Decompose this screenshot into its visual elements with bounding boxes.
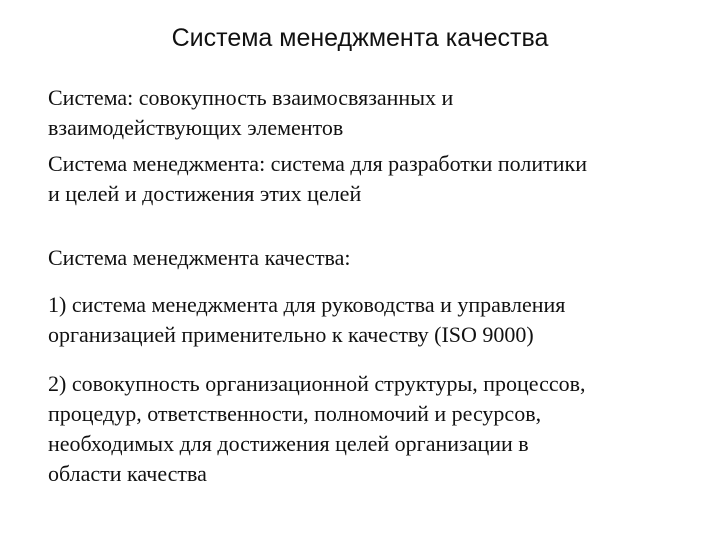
qms-definition-2 <box>48 369 708 489</box>
text-line: 1) система менеджмента для руководства и управления <box>48 292 566 317</box>
text-line: Система: совокупность взаимосвязанных и <box>48 85 454 110</box>
text-line: организацией применительно к качеству (ISO 9000) <box>48 322 534 347</box>
slide-title: Система менеджмента качества <box>171 24 549 52</box>
text-line: процедур, ответственности, полномочий и ресурсов, <box>48 401 542 426</box>
text-line: области качества <box>48 461 207 486</box>
definition-system <box>48 83 708 143</box>
text-line: Система менеджмента: система для разработки политики <box>48 151 587 176</box>
qms-heading <box>48 243 708 273</box>
qms-definition-1 <box>48 290 708 350</box>
text-line: взаимодействующих элементов <box>48 115 344 140</box>
text-line: Система менеджмента качества: <box>48 245 351 270</box>
text-line: необходимых для достижения целей организации в <box>48 431 529 456</box>
text-line: 2) совокупность организационной структуры, процессов, <box>48 371 586 396</box>
definition-management-system <box>48 149 708 209</box>
text-line: и целей и достижения этих целей <box>48 181 362 206</box>
